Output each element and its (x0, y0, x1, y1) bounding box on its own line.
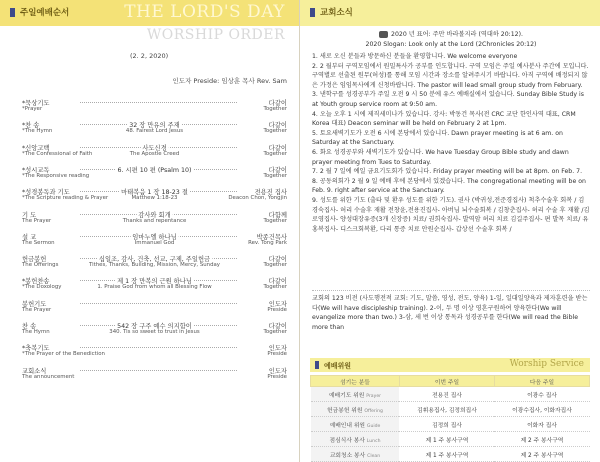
order-item (22, 187, 287, 209)
order-item-ko: 설 교 (22, 233, 37, 241)
order-item-en: The Hymn (22, 329, 50, 335)
order-item-content: 마태복음 1 장 18-23 절 (121, 189, 188, 197)
order-item-leader-en: Together (263, 284, 287, 291)
order-item-content-en: 340. Tis so sweet to trust in Jesus (109, 329, 200, 335)
news-list (312, 52, 590, 234)
service-role (311, 402, 400, 417)
order-item-leader-en: Preside (267, 373, 287, 380)
order-item-leader-en: Preside (267, 306, 287, 313)
order-item-en: *Prayer (22, 106, 43, 112)
order-item-leader-en: Together (263, 217, 287, 224)
news-item: 1. 새로 오신 분들과 방문하신 분들을 환영합니다. We welcome everyone (312, 53, 518, 60)
order-item-leader-en: Together (263, 150, 287, 157)
leader-dots (80, 347, 237, 348)
service-date: (2. 2, 2020) (130, 52, 169, 60)
service-this-week: 제 1 주 봉사구역 (399, 447, 494, 462)
order-item-content-en: Immanuel God (134, 239, 175, 246)
service-header (310, 358, 590, 372)
order-item-en: The Offerings (22, 262, 59, 269)
service-role-en: Lunch (366, 438, 381, 444)
service-role (311, 387, 400, 402)
order-item-leader-en: Together (263, 128, 287, 135)
service-this-week: 김휘용집사, 김정희집사 (399, 402, 494, 417)
order-item-ko: *성시교독 (22, 166, 50, 174)
leader-dots (80, 102, 237, 103)
service-role-ko: 교회청소 봉사 (329, 452, 366, 459)
slogan-en: 2020 Slogan: Look only at the Lord (2Chronicles 20:12) (365, 40, 537, 48)
order-item-ko: *축복기도 (22, 345, 50, 353)
table-row (311, 417, 590, 432)
order-item-leader: 전용진 집사 (254, 189, 287, 197)
service-table (310, 375, 590, 462)
service-role-ko: 헌금봉헌 위원 (327, 407, 363, 414)
order-item-leader: 다같이 (268, 122, 287, 130)
service-role-en: Offering (364, 408, 383, 414)
order-item-en: The announcement (22, 373, 75, 380)
service-next-week: 제 2 주 봉사구역 (494, 447, 589, 462)
order-item-en: The Prayer (22, 306, 52, 313)
service-role-en: Guide (366, 423, 381, 429)
vision-block (312, 290, 590, 332)
service-next-week: 이광수집사, 이화자집사 (494, 402, 589, 417)
service-role-en: Clean (367, 453, 381, 459)
order-item-leader-en: Together (263, 262, 287, 269)
service-title: 예배위원 (324, 362, 352, 370)
service-role (311, 447, 400, 462)
order-item-content: 사도신경 (142, 144, 167, 152)
order-item-leader: 인도자 (268, 367, 287, 375)
order-item-leader: 다같이 (268, 256, 287, 264)
order-item-en: *The Hymn (22, 128, 53, 135)
order-item-content-en: 1. Praise God from whom all Blessing Flow (97, 284, 212, 291)
order-item-leader-en: Together (263, 172, 287, 179)
leader-dots (80, 370, 237, 371)
order-item-leader: 박종건목사 (256, 233, 287, 241)
church-news-page (300, 0, 600, 462)
order-item (22, 299, 287, 321)
order-item-en: The Sermon (22, 239, 55, 246)
order-item-content: 제 1 장 만복의 근원 하나님 (117, 278, 192, 286)
order-item-leader: 다같이 (268, 278, 287, 286)
order-item-leader-en: Together (263, 329, 287, 335)
service-role (311, 432, 400, 447)
order-item-ko: *묵상기도 (22, 100, 50, 107)
service-next-week: 제 2 주 봉사구역 (494, 432, 589, 447)
order-item-content: 십일조, 감사, 건축, 선교, 구제, 주일헌금 (98, 256, 211, 264)
order-item (22, 210, 287, 232)
service-next-week: 이화자 집사 (494, 417, 589, 432)
order-item-ko: *성경봉독과 기도 (22, 189, 70, 197)
order-item-ko: *봉헌찬송 (22, 278, 50, 286)
order-item-leader: 다함께 (268, 211, 287, 219)
header-marker-icon (310, 8, 315, 17)
order-item (22, 232, 287, 254)
order-item (22, 254, 287, 276)
news-item: 5. 토요새벽기도가 오전 6 시에 본당에서 있습니다. Dawn prayer meeting is at 6 am. on Saturday at the Sanctuary. (312, 129, 563, 147)
service-role-ko: 점심식사 봉사 (329, 437, 365, 444)
service-table-header (311, 376, 590, 387)
slogan-ko: 2020 년 표어: 주만 바라볼지라 (역대하 20:12). (391, 31, 523, 38)
order-item-content-en: The Apostle Creed (129, 150, 180, 157)
table-row (311, 387, 590, 402)
order-item-ko: *찬 송 (22, 122, 40, 130)
order-item-ko: 헌금봉헌 (22, 256, 47, 264)
service-table-body (311, 387, 590, 462)
service-leader: 인도자 Preside: 임상훈 목사 Rev. Sam (172, 77, 287, 85)
service-role-ko: 예배인내 위원 (329, 422, 366, 429)
order-item-ko: 교회소식 (22, 367, 47, 375)
header-marker-icon (10, 8, 15, 17)
news-item: 9. 성도를 위한 기도 (출타 및 환우 성도를 위한 기도). 권사 (박귀성,전준경집사) 척추수술후 회복 / 김경숙집사- 허리 수술후 재활 전창윤,전용진집사- 아버님 뇌수술회복 / 김창춘집사- 허리 수술 후 재활 /김로영집사- 양성대장유증(3개 신장증) 치료/ 권희숙집사- 발역암 허리 치료 김길주집사- 편 발목 치료/ 유홍복집사- 디스크회복환, 다리 통증 치료 안원순집사- 갑상선 수술후 회복 / (312, 196, 590, 233)
order-item-en: The Prayer (22, 217, 52, 224)
order-item-en: *The Doxology (22, 284, 62, 291)
order-item-content: 32 장 만유의 주재 (129, 122, 180, 130)
slogan-block (312, 30, 590, 49)
service-this-week: 전용진 집사 (399, 387, 494, 402)
order-item-en: *The Scripture reading & Prayer (22, 195, 109, 202)
col-next-week: 다음 주일 (494, 376, 589, 387)
worship-order-header (0, 0, 299, 26)
header-marker-icon (315, 361, 319, 369)
table-row (311, 402, 590, 417)
order-item (22, 343, 287, 365)
order-item-content-en: Thanks and repentance (122, 217, 187, 224)
service-this-week: 제 1 주 봉사구역 (399, 432, 494, 447)
order-item (22, 366, 287, 388)
leader-dots (80, 303, 237, 304)
table-row (311, 432, 590, 447)
table-row (311, 447, 590, 462)
order-item-leader-en: Deacon Chon, Yongjin (228, 195, 287, 202)
service-this-week: 김정희 집사 (399, 417, 494, 432)
order-item-leader-en: Together (263, 106, 287, 112)
order-item-leader: 다같이 (268, 144, 287, 152)
order-item-content: 임마누엘 하나님 (132, 233, 177, 241)
order-item-content: 감사와 회개 (138, 211, 171, 219)
order-item-leader: 다같이 (268, 323, 287, 330)
col-role: 섬기는 분들 (311, 376, 400, 387)
order-item (22, 321, 287, 343)
news-item: 6. 화요 성경공부와 새벽기도가 있습니다. We have Tuesday Group Bible study and dawn prayer meeting from Tues to Saturday. (312, 148, 569, 166)
news-item: 7. 2 월 7 일에 예일 금요기도회가 있습니다. Friday prayer meeting will be at 8pm. on Feb. 7. (312, 168, 583, 176)
church-news-title: 교회소식 (320, 8, 353, 18)
vision-text: 교회의 123 비전 (사도행전적 교회: 기도, 말씀, 영성, 전도, 양육) 1-일, 일대일양육과 제자훈련을 받는다(We will have discipleship training). 2-이, 두 명 이상 영혼구원하여 양육한다(We will evangelize more than two.) 3-삼, 세 번 이상 통독과 성경공부를 한다(We will read the Bible more than (312, 295, 588, 331)
col-this-week: 이번 주일 (399, 376, 494, 387)
order-item-content-en: Matthew 1:18-23 (131, 195, 178, 202)
service-watermark: Worship Service (509, 359, 584, 369)
order-item-en: *The Responsive reading (22, 172, 90, 179)
slogan-icon (379, 31, 388, 38)
order-item-en: *The Confessional of Faith (22, 150, 93, 157)
order-item (22, 165, 287, 187)
order-item-ko: *신앙고백 (22, 144, 50, 152)
news-item: 4. 오늘 오후 1 시에 제직세미나가 있습니다. 강사: 박동건 목사(전 CRC 교단 한인사역 대표, CRM Korea 대표) Deacon seminar will be held on February 2 at 1pm. (312, 110, 576, 128)
order-item-ko: 찬 송 (22, 323, 37, 330)
order-item-content-en: Tithes, Thanks, Building, Mission, Mercy, Sunday (88, 262, 221, 269)
worship-order-watermark: WORSHIP ORDER (146, 27, 285, 43)
church-news-header (300, 0, 600, 26)
news-item: 8. 공동의회가 2 월 9 일 예배 후에 본당에서 있겠습니다. The congregational meeting will be on Feb. 9. right after service at the Sanctuary. (312, 177, 586, 195)
order-item-ko: 봉헌기도 (22, 300, 47, 308)
news-item: 3. 낸학구를 성경공부가 주일 오전 9 시 50 분에 유스 예배실에서 있습니다. Sunday Bible Study is at Youth group service room at 9:50 am. (312, 91, 584, 108)
order-item-leader: 인도자 (268, 300, 287, 308)
order-item-en: *The Prayer of the Benediction (22, 351, 105, 358)
order-item-content: 542 장 구주 예수 의지함이 (117, 323, 192, 330)
worship-order-title: 주일예배순서 (20, 8, 70, 18)
order-item (22, 120, 287, 142)
order-item-ko: 기 도 (22, 211, 37, 219)
service-next-week: 이광수 집사 (494, 387, 589, 402)
order-item (22, 98, 287, 120)
order-item-content: 6. 시편 10 편 (Psalm 10) (117, 166, 192, 174)
order-item-leader: 다같이 (268, 166, 287, 174)
order-item-content-en: 48. Fairest Lord Jesus (125, 128, 184, 135)
order-item (22, 143, 287, 165)
news-item: 2. 2 월부터 구역모임에서 원밀특사가 공부를 인도합니다. 구역 모임은 주일 예사분사 주간에 모입니다. 구역별로 선출된 원무(허성)를 통해 모임 시간과 장소를 알려주시기 바랍니다. 아직 구역에 배정되지 않은 가정은 임임목사에게 신청바랍니다. The pastor will lead small group study from February. (312, 62, 589, 89)
lords-day-watermark: THE LORD'S DAY (124, 2, 285, 22)
order-item (22, 276, 287, 298)
service-role (311, 417, 400, 432)
order-item-leader-en: Rev. Tong Park (248, 239, 287, 246)
order-item-leader: 다같이 (268, 100, 287, 107)
service-role-en: Prayer (366, 393, 382, 399)
order-item-leader-en: Preside (267, 351, 287, 358)
service-role-ko: 예배기도 위원 (328, 392, 365, 399)
order-item-leader: 인도자 (268, 345, 287, 353)
